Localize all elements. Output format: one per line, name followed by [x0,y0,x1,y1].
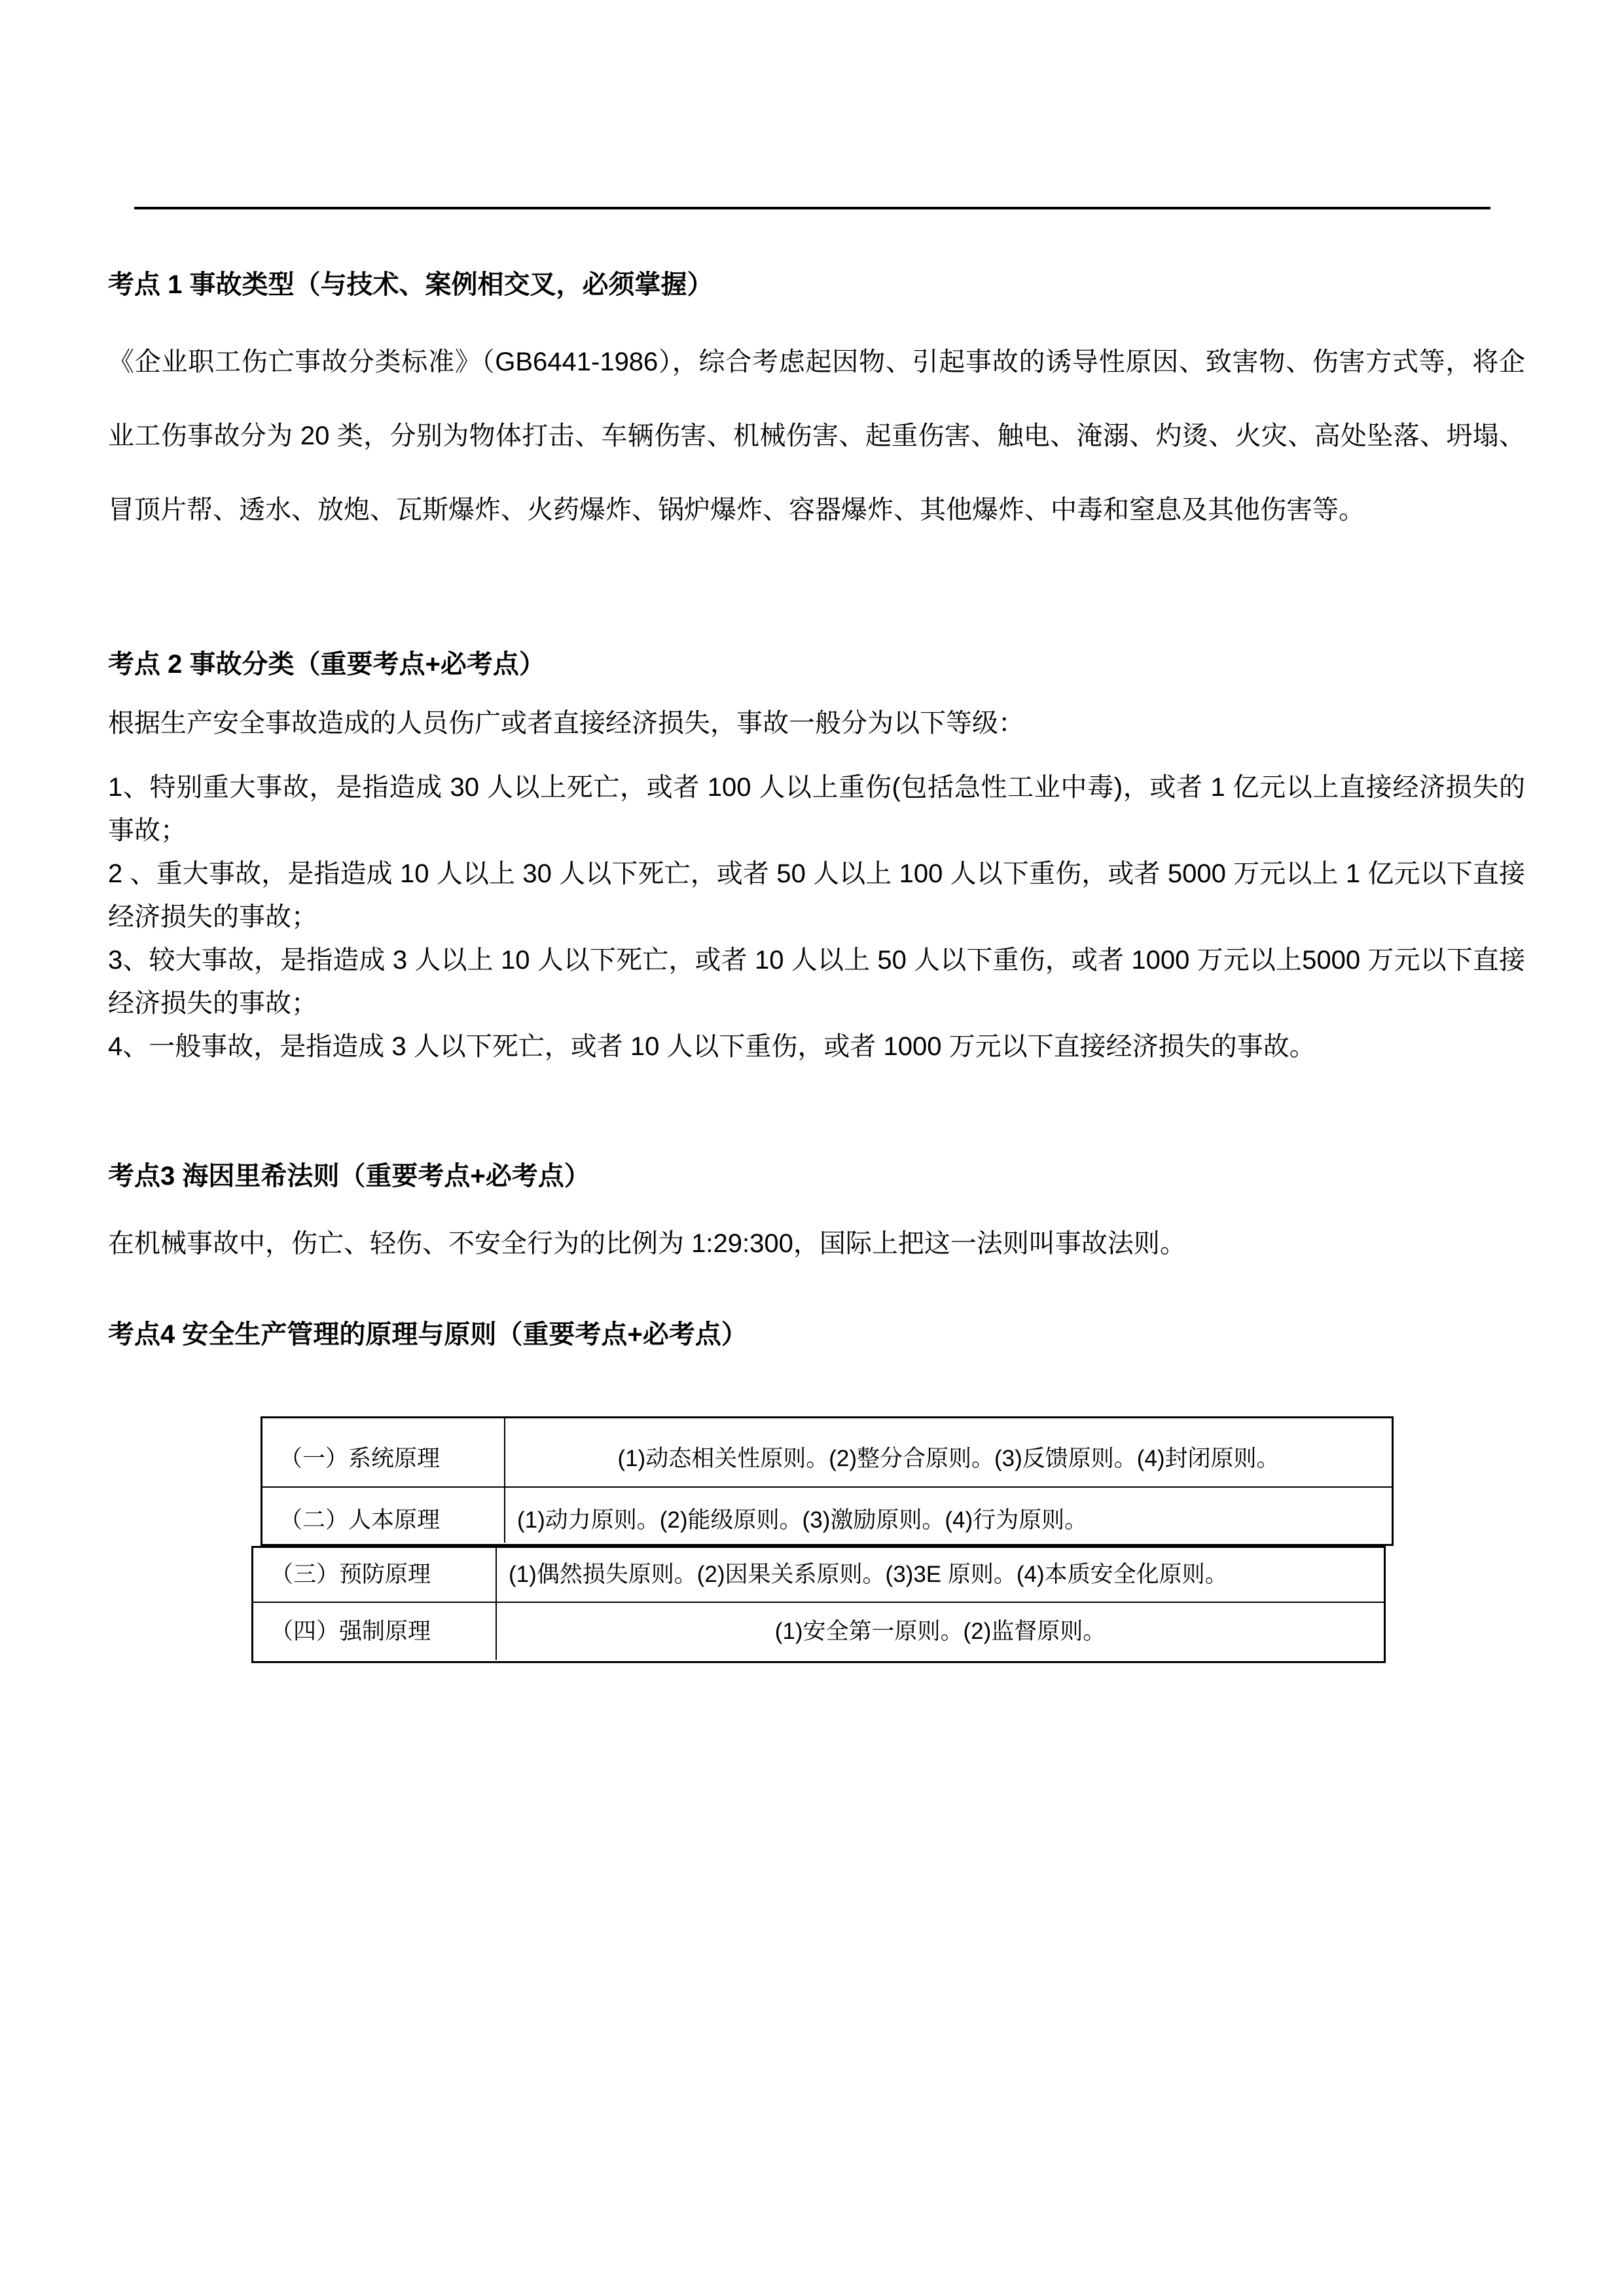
heinrich-law-text: 在机械事故中，伤亡、轻伤、不安全行为的比例为 1:29:300，国际上把这一法则叫事故法则。 [108,1229,1186,1258]
row-label: （三）预防原理 [270,1562,431,1587]
row-content-cell [505,1418,1392,1486]
accident-types-paragraph: 《企业职工伤亡事故分类标准》（GB6441-1986），综合考虑起因物、引起事故的诱导性原因、致害物、伤害方式等，将企业工伤事故分为 20 类，分别为物体打击、车辆伤害、机械伤害、起重伤害、触电、淹溺、灼烫、火灾、高处坠落、坍塌、冒顶片帮、透水、放炮、瓦斯爆炸、火药爆炸、锅炉爆炸、容器爆炸、其他爆炸、中毒和窒息及其他伤害等。 [108,348,1525,524]
section3-heading: 考点3 海因里希法则（重要考点+必考点） [108,1162,590,1191]
accident-grade-list [108,766,1525,1068]
row-label-cell [253,1548,497,1602]
row-content-cell [497,1603,1384,1660]
accident-grade-item-2: 2 、重大事故，是指造成 10 人以上 30 人以下死亡，或者 50 人以上 100 人以下重伤，或者 5000 万元以上 1 亿元以下直接经济损失的事故； [108,859,1525,931]
section4-heading: 考点4 安全生产管理的原理与原则（重要考点+必考点） [108,1320,748,1349]
row-content-cell [505,1488,1392,1543]
table-row-system-principle [262,1418,1392,1488]
table-row-mandatory-principle [253,1603,1384,1660]
row-label-cell [262,1418,505,1486]
row-label: （一）系统原理 [280,1446,441,1471]
row-content-cell [497,1548,1384,1602]
accident-grade-item-3: 3、较大事故，是指造成 3 人以上 10 人以下死亡，或者 10 人以上 50 人以下重伤，或者 1000 万元以上5000 万元以下直接经济损失的事故； [108,946,1525,1018]
row-label-cell [262,1488,505,1543]
row-content: (1)动态相关性原则。(2)整分合原则。(3)反馈原则。(4)封闭原则。 [617,1446,1280,1471]
principles-table-upper [261,1416,1394,1546]
row-label: （四）强制原理 [270,1618,431,1644]
row-label-cell [253,1603,497,1660]
row-content: (1)偶然损失原则。(2)因果关系原则。(3)3E 原则。(4)本质安全化原则。 [509,1562,1228,1587]
table-row-human-principle [262,1488,1392,1543]
row-content: (1)动力原则。(2)能级原则。(3)激励原则。(4)行为原则。 [517,1507,1088,1533]
principles-table-lower [251,1546,1386,1663]
row-content: (1)安全第一原则。(2)监督原则。 [774,1618,1106,1644]
section1-heading: 考点 1 事故类型（与技术、案例相交叉，必须掌握） [108,270,713,299]
accident-grade-item-4: 4、一般事故，是指造成 3 人以下死亡，或者 10 人以下重伤，或者 1000 万元以下直接经济损失的事故。 [108,1032,1316,1061]
row-label: （二）人本原理 [280,1507,441,1533]
table-row-prevention-principle [253,1548,1384,1603]
accident-grades-intro: 根据生产安全事故造成的人员伤广或者直接经济损失，事故一般分为以下等级： [108,709,1024,738]
accident-grade-item-1: 1、特别重大事故，是指造成 30 人以上死亡，或者 100 人以上重伤(包括急性工业中毒)，或者 1 亿元以上直接经济损失的事故； [108,773,1525,845]
header-rule [134,207,1490,209]
section2-heading: 考点 2 事故分类（重要考点+必考点） [108,650,545,679]
